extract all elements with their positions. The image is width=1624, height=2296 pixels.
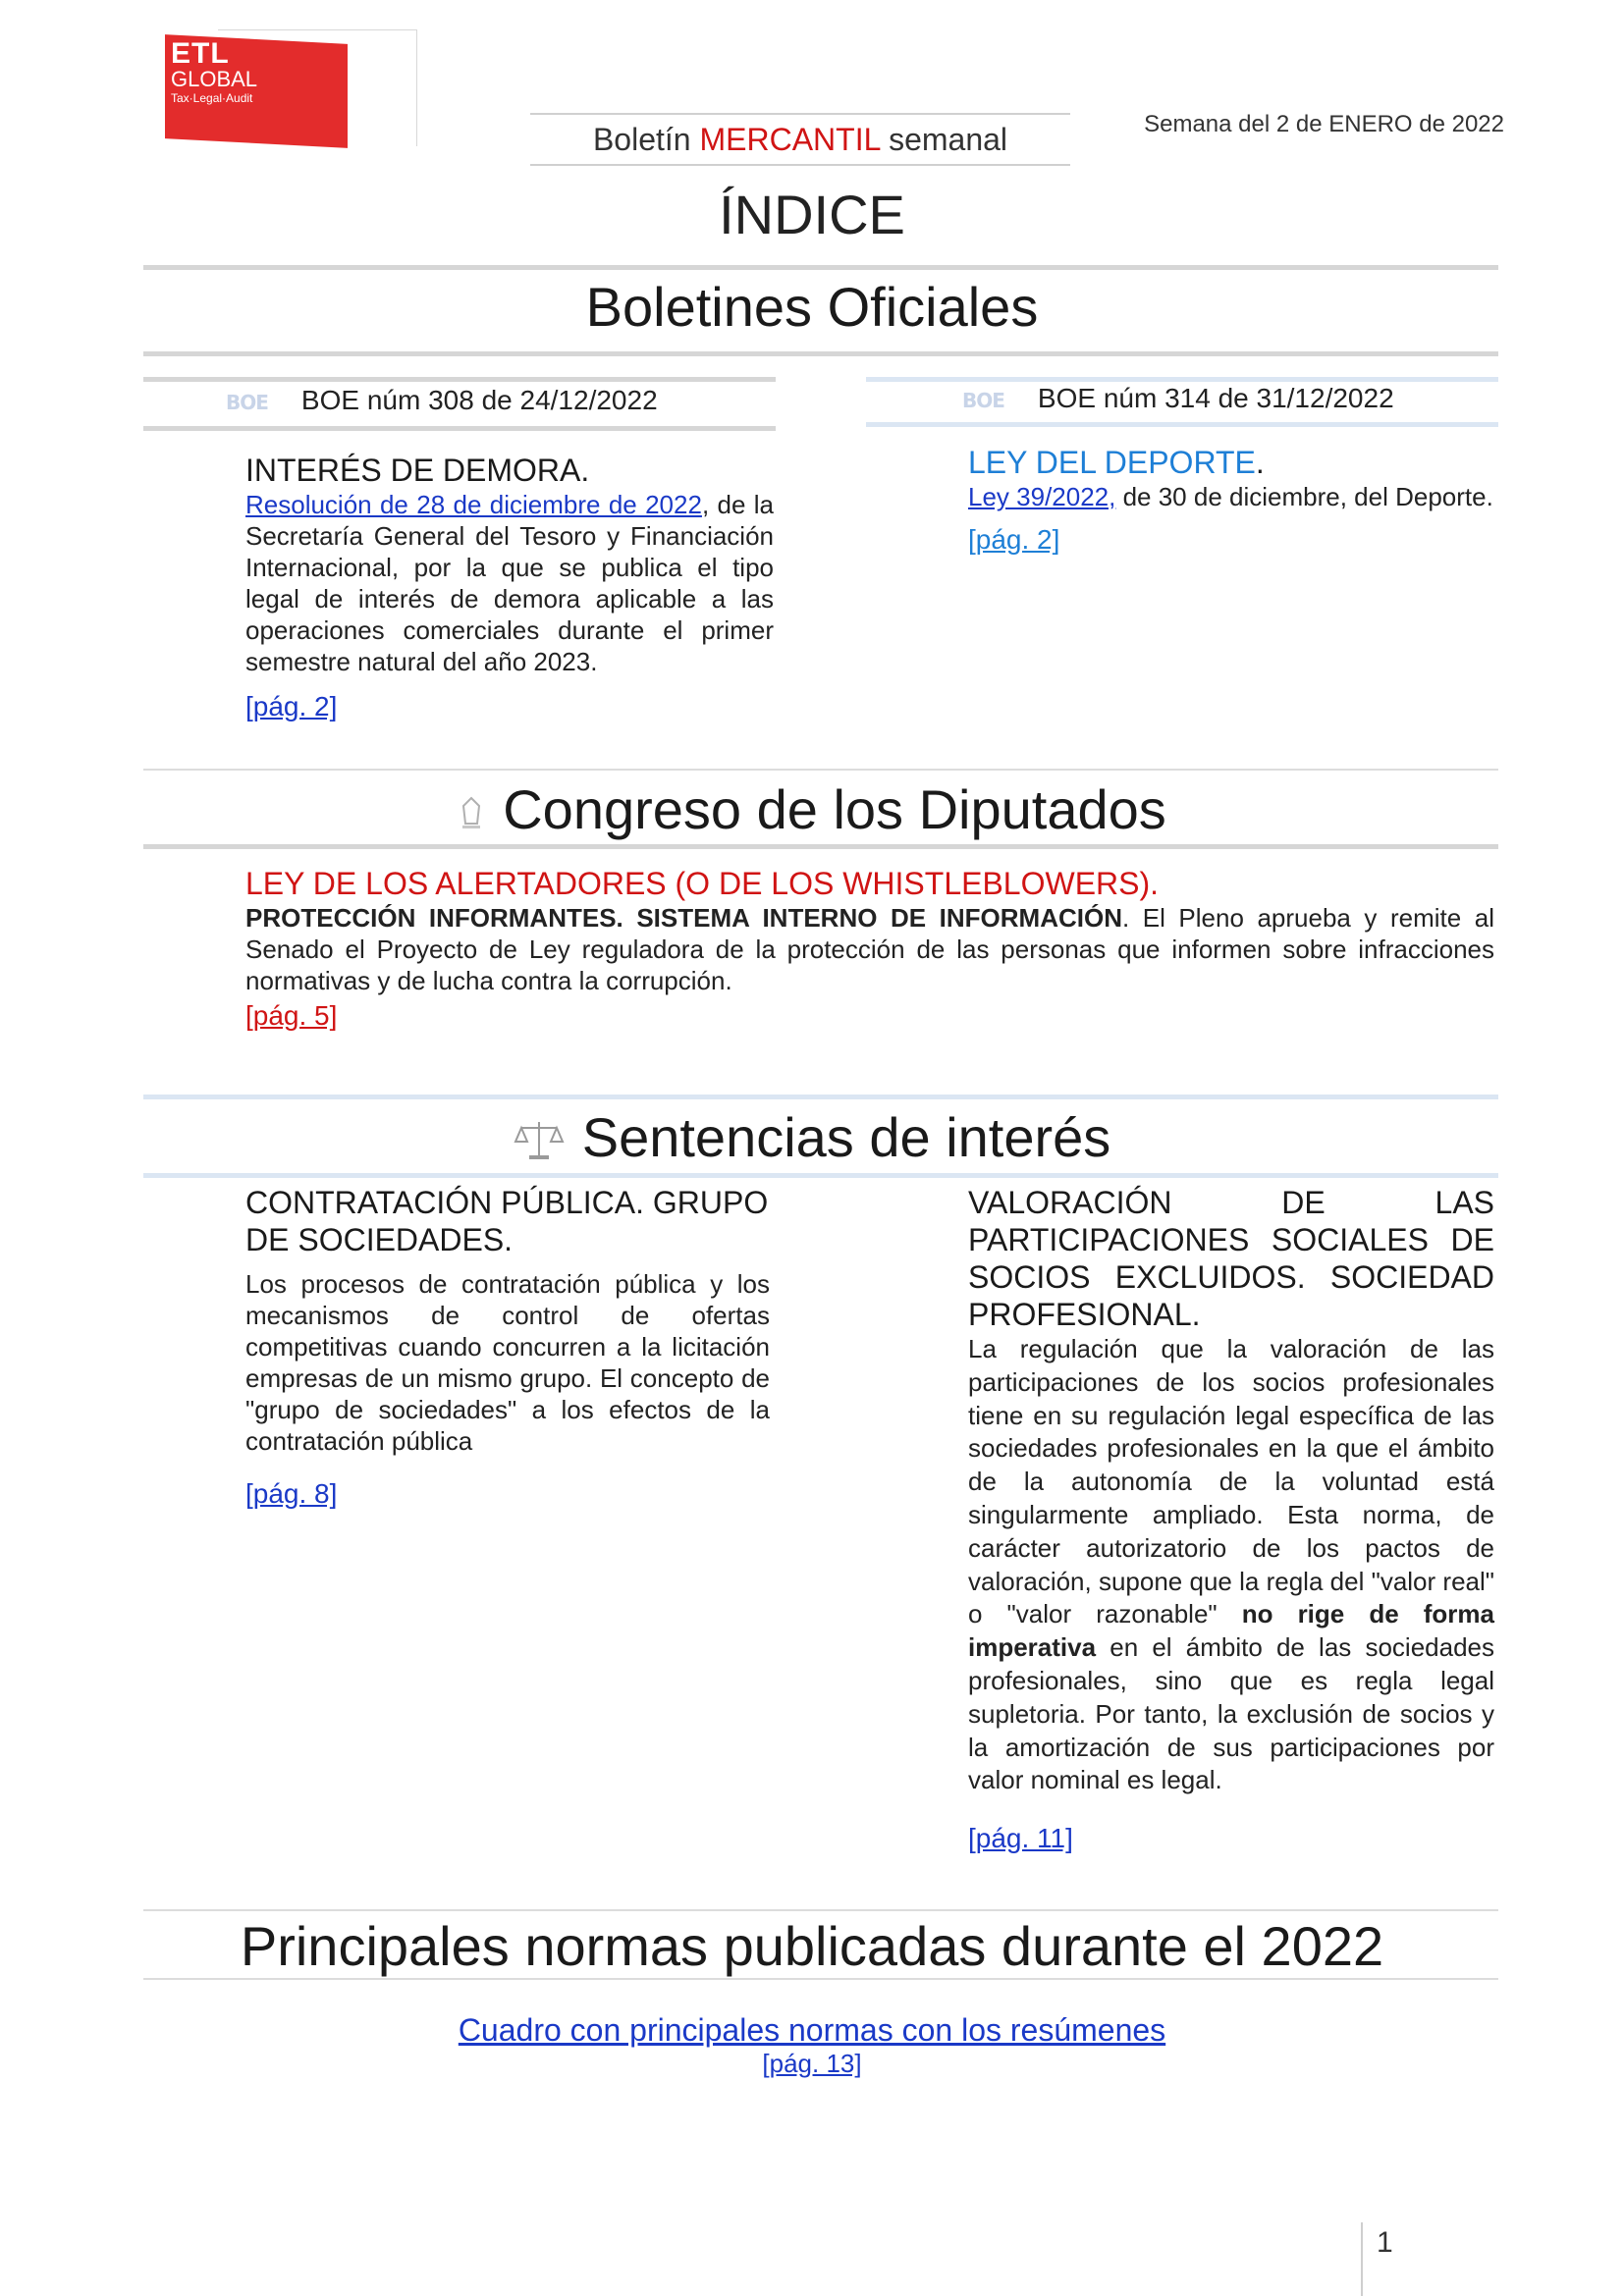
boe-left-header-text: BOE núm 308 de 24/12/2022 xyxy=(300,385,658,415)
section-title-congreso xyxy=(0,777,1624,846)
boe-left-page-link[interactable]: [pág. 2] xyxy=(245,691,338,721)
week-label: Semana del 2 de ENERO de 2022 xyxy=(1144,111,1504,137)
section-title-normas: Principales normas publicadas durante el 2022 xyxy=(240,1915,1384,1977)
boe-icon: BOE xyxy=(962,389,1004,412)
sentencia-left-page-link[interactable]: [pág. 8] xyxy=(245,1478,338,1509)
congreso-bold-lead: PROTECCIÓN INFORMANTES. SISTEMA INTERNO DE INFORMACIÓN xyxy=(245,903,1122,933)
section-title-sentencias xyxy=(0,1105,1624,1174)
section-rule xyxy=(143,844,1498,849)
sentencia-left-item xyxy=(245,1184,770,1510)
page-number: 1 xyxy=(1377,2226,1393,2259)
sentencia-right-text-b: en el ámbito de las sociedades profesionales, sino que es regla legal supletoria. Por tanto, la exclusión de socios y la amortización de sus participaciones por valor nominal es legal. xyxy=(968,1632,1494,1795)
boe-right-title-dot: . xyxy=(1255,445,1265,480)
bulletin-highlight: MERCANTIL xyxy=(699,122,881,157)
boe-left-link[interactable]: Resolución de 28 de diciembre de 2022 xyxy=(245,490,702,519)
boe-right-header xyxy=(962,383,1394,414)
sentencia-left-text: Los procesos de contratación pública y los mecanismos de control de ofertas competitivas cuando concurren a la licitación empresas de un mismo grupo. El concepto de "grupo de sociedades" a los efectos de la contratación pública xyxy=(245,1269,770,1456)
normas-link-block xyxy=(0,2012,1624,2079)
sentencia-right-text-bold: no rige de forma imperativa xyxy=(968,1599,1494,1663)
column-rule xyxy=(143,377,776,382)
bulletin-prefix: Boletín xyxy=(592,122,691,157)
sentencia-left-title: CONTRATACIÓN PÚBLICA. GRUPO DE SOCIEDADES. xyxy=(245,1185,769,1257)
boe-right-body xyxy=(968,481,1494,512)
normas-table-link[interactable]: Cuadro con principales normas con los resúmenes xyxy=(458,2012,1166,2048)
sentencia-right-page-link[interactable]: [pág. 11] xyxy=(968,1823,1073,1854)
boe-left-header xyxy=(226,385,658,416)
boe-right-text: de 30 de diciembre, del Deporte. xyxy=(1115,482,1493,511)
bulletin-suffix: semanal xyxy=(889,122,1008,157)
sentencia-right-item xyxy=(968,1184,1494,1854)
column-rule xyxy=(866,422,1498,427)
boe-icon: BOE xyxy=(226,391,268,414)
index-title: ÍNDICE xyxy=(719,184,905,245)
sentencia-right-title: VALORACIÓN DE LAS PARTICIPACIONES SOCIALES DE SOCIOS EXCLUIDOS. SOCIEDAD PROFESIONAL. xyxy=(968,1185,1494,1332)
congreso-item xyxy=(245,866,1494,1032)
congreso-text: . El Pleno aprueba y remite al Senado el Proyecto de Ley reguladora de la protección de las personas que informen sobre infracciones normativas y de lucha contra la corrupción. xyxy=(245,903,1494,995)
boe-right-link[interactable]: Ley 39/2022, xyxy=(968,482,1116,511)
boe-right-header-text: BOE núm 314 de 31/12/2022 xyxy=(1037,383,1394,413)
section-rule xyxy=(143,1173,1498,1178)
section-rule xyxy=(143,769,1498,771)
column-rule xyxy=(866,377,1498,382)
section-title-boletines: Boletines Oficiales xyxy=(585,276,1039,338)
boe-right-item xyxy=(968,444,1494,556)
logo-global: GLOBAL xyxy=(171,67,258,91)
congreso-title-text: Congreso de los Diputados xyxy=(503,778,1166,840)
boe-left-body xyxy=(245,489,774,677)
congreso-item-title: LEY DE LOS ALERTADORES (O DE LOS WHISTLEBLOWERS). xyxy=(245,866,1160,901)
logo-subtitle: Tax·Legal·Audit xyxy=(171,91,253,105)
page-number-rule xyxy=(1361,2222,1363,2296)
section-rule xyxy=(143,1095,1498,1099)
normas-page-link[interactable]: [pág. 13] xyxy=(762,2049,862,2078)
etl-logo xyxy=(171,39,257,104)
congreso-page-link[interactable]: [pág. 5] xyxy=(245,1000,338,1031)
logo-etl: ETL xyxy=(171,37,230,70)
boe-right-title: LEY DEL DEPORTE xyxy=(968,445,1256,480)
boe-left-item xyxy=(245,452,774,722)
section-rule xyxy=(143,1909,1498,1911)
section-rule xyxy=(143,1978,1498,1980)
column-rule xyxy=(143,426,776,431)
boe-left-text: , de la Secretaría General del Tesoro y Financiación Internacional, por la que se publica el tipo legal de interés de demora aplicable a las operaciones comerciales durante el primer semestre natural del año 2023. xyxy=(245,490,775,676)
boe-left-title: INTERÉS DE DEMORA. xyxy=(245,453,590,488)
sentencias-title-text: Sentencias de interés xyxy=(581,1106,1111,1168)
section-rule xyxy=(143,265,1498,270)
congress-emblem-icon xyxy=(458,782,485,846)
sentencia-right-text-a: La regulación que la valoración de las participaciones de los socios profesionales tiene en su regulación legal específica de las sociedades profesionales en la que el ámbito de la autonomía de la voluntad está singularmente ampliado. Esta norma, de carácter autorizatorio de los pactos de valoración, supone que la regla del "valor real" o "valor razonable" xyxy=(968,1334,1494,1629)
boe-right-page-link[interactable]: [pág. 2] xyxy=(968,524,1060,555)
scales-icon xyxy=(514,1110,565,1174)
section-rule xyxy=(143,351,1498,356)
bulletin-title xyxy=(530,113,1070,166)
